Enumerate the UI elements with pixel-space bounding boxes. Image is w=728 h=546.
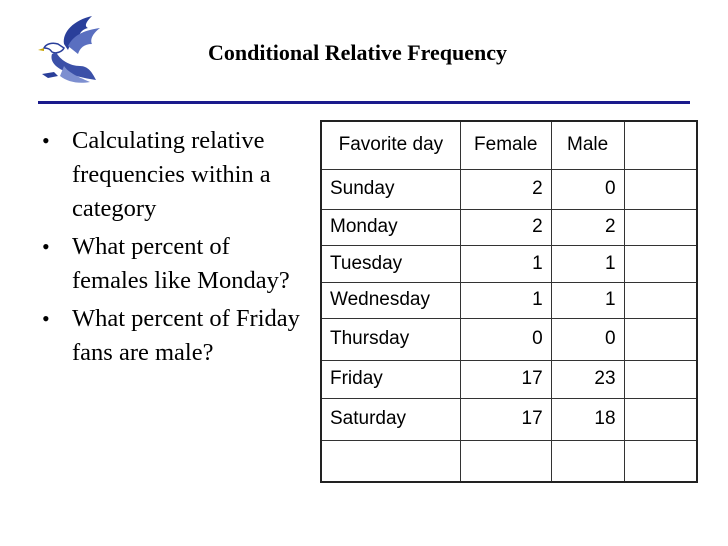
day-cell: Monday	[321, 209, 460, 245]
frequency-table	[320, 120, 698, 483]
female-cell: 1	[460, 282, 551, 318]
bullet-item: • What percent of females like Monday?	[42, 230, 312, 298]
empty-cell	[624, 245, 697, 282]
day-cell: Wednesday	[321, 282, 460, 318]
table-header-row	[321, 121, 697, 169]
male-cell: 0	[551, 318, 624, 360]
table-row	[321, 440, 697, 482]
empty-cell	[624, 209, 697, 245]
bullet-item: • What percent of Friday fans are male?	[42, 302, 312, 370]
male-cell: 23	[551, 360, 624, 398]
table-row	[321, 245, 697, 282]
male-cell: 18	[551, 398, 624, 440]
header-female: Female	[460, 121, 551, 169]
bullet-dot-icon: •	[42, 128, 50, 153]
male-cell: 2	[551, 209, 624, 245]
table-row	[321, 209, 697, 245]
empty-cell	[624, 318, 697, 360]
table-row	[321, 398, 697, 440]
page-title: Conditional Relative Frequency	[208, 40, 508, 65]
female-cell: 17	[460, 360, 551, 398]
bullet-list	[42, 124, 312, 374]
male-cell	[551, 440, 624, 482]
bullet-item: • Calculating relative frequencies within a category	[42, 124, 312, 226]
female-cell: 0	[460, 318, 551, 360]
day-cell: Sunday	[321, 169, 460, 209]
bullet-dot-icon: •	[42, 234, 50, 259]
header-male: Male	[551, 121, 624, 169]
male-cell: 1	[551, 282, 624, 318]
day-cell: Thursday	[321, 318, 460, 360]
header-favorite-day: Favorite day	[321, 121, 460, 169]
title-divider	[38, 101, 690, 104]
empty-cell	[624, 440, 697, 482]
female-cell: 17	[460, 398, 551, 440]
empty-cell	[624, 398, 697, 440]
female-cell: 1	[460, 245, 551, 282]
empty-cell	[624, 360, 697, 398]
male-cell: 1	[551, 245, 624, 282]
female-cell: 2	[460, 169, 551, 209]
empty-cell	[624, 169, 697, 209]
table-row	[321, 318, 697, 360]
female-cell: 2	[460, 209, 551, 245]
table-row	[321, 282, 697, 318]
day-cell	[321, 440, 460, 482]
empty-cell	[624, 282, 697, 318]
table-row	[321, 169, 697, 209]
day-cell: Friday	[321, 360, 460, 398]
male-cell: 0	[551, 169, 624, 209]
day-cell: Saturday	[321, 398, 460, 440]
table-row	[321, 360, 697, 398]
header-empty	[624, 121, 697, 169]
eagle-logo-icon	[34, 14, 102, 86]
day-cell: Tuesday	[321, 245, 460, 282]
bullet-dot-icon: •	[42, 306, 50, 331]
female-cell	[460, 440, 551, 482]
